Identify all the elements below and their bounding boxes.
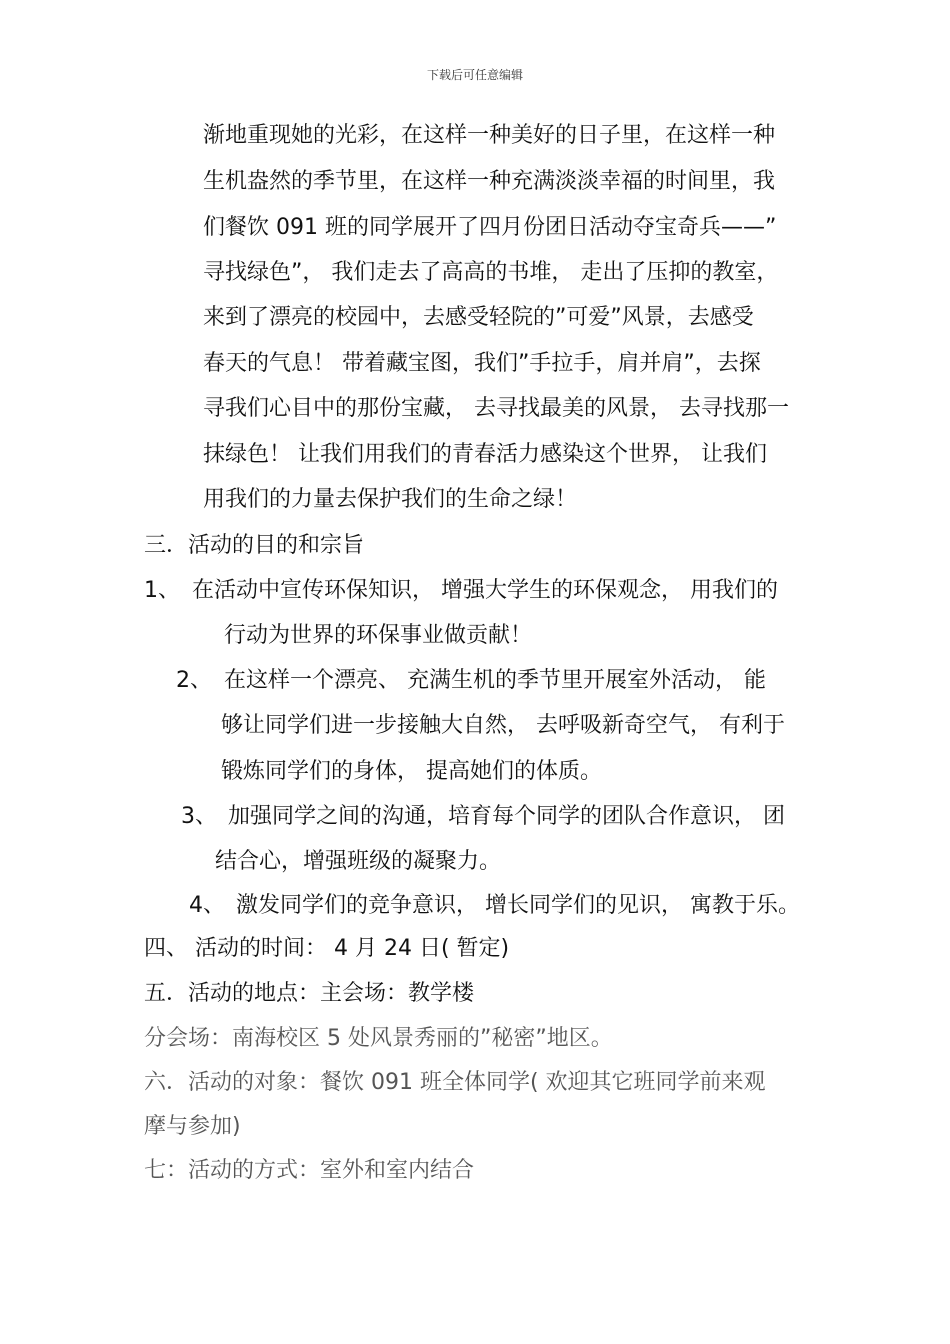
list-item-number: 1、 [144, 578, 180, 603]
paragraph-line: 渐地重现她的光彩，在这样一种美好的日子里，在这样一种 [203, 123, 776, 148]
paragraph-line: 春天的气息！ 带着藏宝图，我们”手拉手，肩并肩”，去探 [203, 351, 761, 376]
paragraph-line: 生机盎然的季节里，在这样一种充满淡淡幸福的时间里，我 [203, 169, 776, 194]
section-heading-method: 七：活动的方式：室外和室内结合 [144, 1158, 475, 1183]
paragraph-line: 来到了漂亮的校园中，去感受轻院的”可爱”风景，去感受 [203, 305, 754, 330]
list-item-text: 锻炼同学们的身体， 提高她们的体质。 [221, 759, 602, 784]
paragraph-line: 寻我们心目中的那份宝藏， 去寻找最美的风景， 去寻找那一 [203, 396, 789, 421]
list-item-text: 加强同学之间的沟通，培育每个同学的团队合作意识， 团 [228, 804, 785, 829]
list-item-text: 在这样一个漂亮、 充满生机的季节里开展室外活动， 能 [224, 668, 766, 693]
paragraph-line: 们餐饮 091 班的同学展开了四月份团日活动夺宝奇兵——” [203, 215, 777, 240]
section-heading-purpose: 三．活动的目的和宗旨 [144, 533, 365, 558]
section-heading-location: 五．活动的地点：主会场：教学楼 [144, 981, 475, 1006]
list-item-text: 激发同学们的竞争意识， 增长同学们的见识， 寓教于乐。 [236, 893, 800, 918]
sub-venue-text: 分会场：南海校区 5 处风景秀丽的”秘密”地区。 [144, 1026, 613, 1051]
list-item-number: 3、 [181, 804, 217, 829]
list-item-text: 够让同学们进一步接触大自然， 去呼吸新奇空气， 有利于 [221, 713, 785, 738]
list-item-text: 结合心，增强班级的凝聚力。 [215, 849, 502, 874]
paragraph-line: 寻找绿色”， 我们走去了高高的书堆， 走出了压抑的教室， [203, 260, 779, 285]
list-item-text: 行动为世界的环保事业做贡献！ [224, 623, 533, 648]
paragraph-line: 用我们的力量去保护我们的生命之绿！ [203, 487, 578, 512]
list-item-number: 2、 [176, 668, 212, 693]
section-heading-audience: 六．活动的对象：餐饮 091 班全体同学( 欢迎其它班同学前来观 [144, 1070, 766, 1095]
section-heading-time: 四、 活动的时间： 4 月 24 日( 暂定) [144, 936, 510, 961]
paragraph-line: 抹绿色！ 让我们用我们的青春活力感染这个世界， 让我们 [203, 442, 767, 467]
section-audience-continuation: 摩与参加) [144, 1114, 241, 1139]
page-header: 下载后可任意编辑 [426, 68, 523, 82]
list-item-number: 4、 [189, 893, 225, 918]
list-item-text: 在活动中宣传环保知识， 增强大学生的环保观念， 用我们的 [192, 578, 778, 603]
